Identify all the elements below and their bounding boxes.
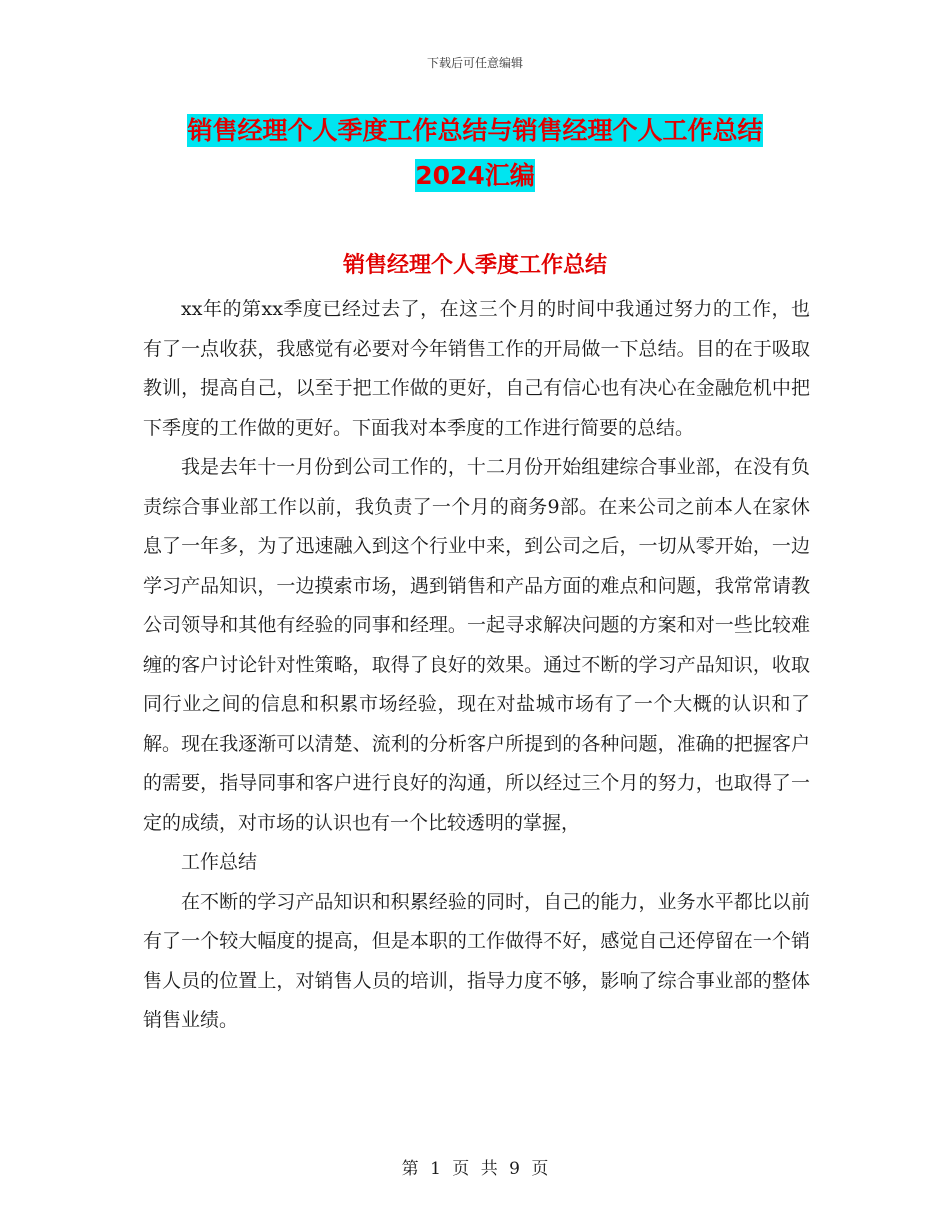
paragraph-2: 我是去年十一月份到公司工作的，十二月份开始组建综合事业部，在没有负责综合事业部工作以前，我负责了一个月的商务9部。在来公司之前本人在家休息了一年多，为了迅速融入到这个行业中来，到公司之后，一切从零开始，一边学习产品知识，一边摸索市场，遇到销售和产品方面的难点和问题，我常常请教公司领导和其他有经验的同事和经理。一起寻求解决问题的方案和对一些比较难缠的客户讨论针对性策略，取得了良好的效果。通过不断的学习产品知识，收取同行业之间的信息和积累市场经验，现在对盐城市场有了一个大概的认识和了解。现在我逐渐可以清楚、流利的分析客户所提到的各种问题，准确的把握客户的需要，指导同事和客户进行良好的沟通，所以经过三个月的努力，也取得了一定的成绩，对市场的认识也有一个比较透明的掌握， <box>143 456 810 834</box>
paragraph-4: 在不断的学习产品知识和积累经验的同时，自己的能力，业务水平都比以前有了一个较大幅度的提高，但是本职的工作做得不好，感觉自己还停留在一个销售人员的位置上，对销售人员的培训，指导力度不够，影响了综合事业部的整体销售业绩。 <box>143 890 810 1031</box>
header-note: 下载后可任意编辑 <box>426 56 523 70</box>
document-title-line-2: 2024汇编 <box>415 161 535 190</box>
page-footer: 第 1 页 共 9 页 <box>401 1159 549 1179</box>
document-title-line-1: 销售经理个人季度工作总结与销售经理个人工作总结 <box>187 116 763 145</box>
paragraph-1: xx年的第xx季度已经过去了，在这三个月的时间中我通过努力的工作，也有了一点收获，我感觉有必要对今年销售工作的开局做一下总结。目的在于吸取教训，提高自己，以至于把工作做的更好，自己有信心也有决心在金融危机中把下季度的工作做的更好。下面我对本季度的工作进行简要的总结。 <box>143 298 810 439</box>
section-title: 销售经理个人季度工作总结 <box>342 253 607 278</box>
paragraph-3: 工作总结 <box>181 851 258 873</box>
document-title <box>140 108 810 198</box>
body-text <box>143 290 810 1041</box>
